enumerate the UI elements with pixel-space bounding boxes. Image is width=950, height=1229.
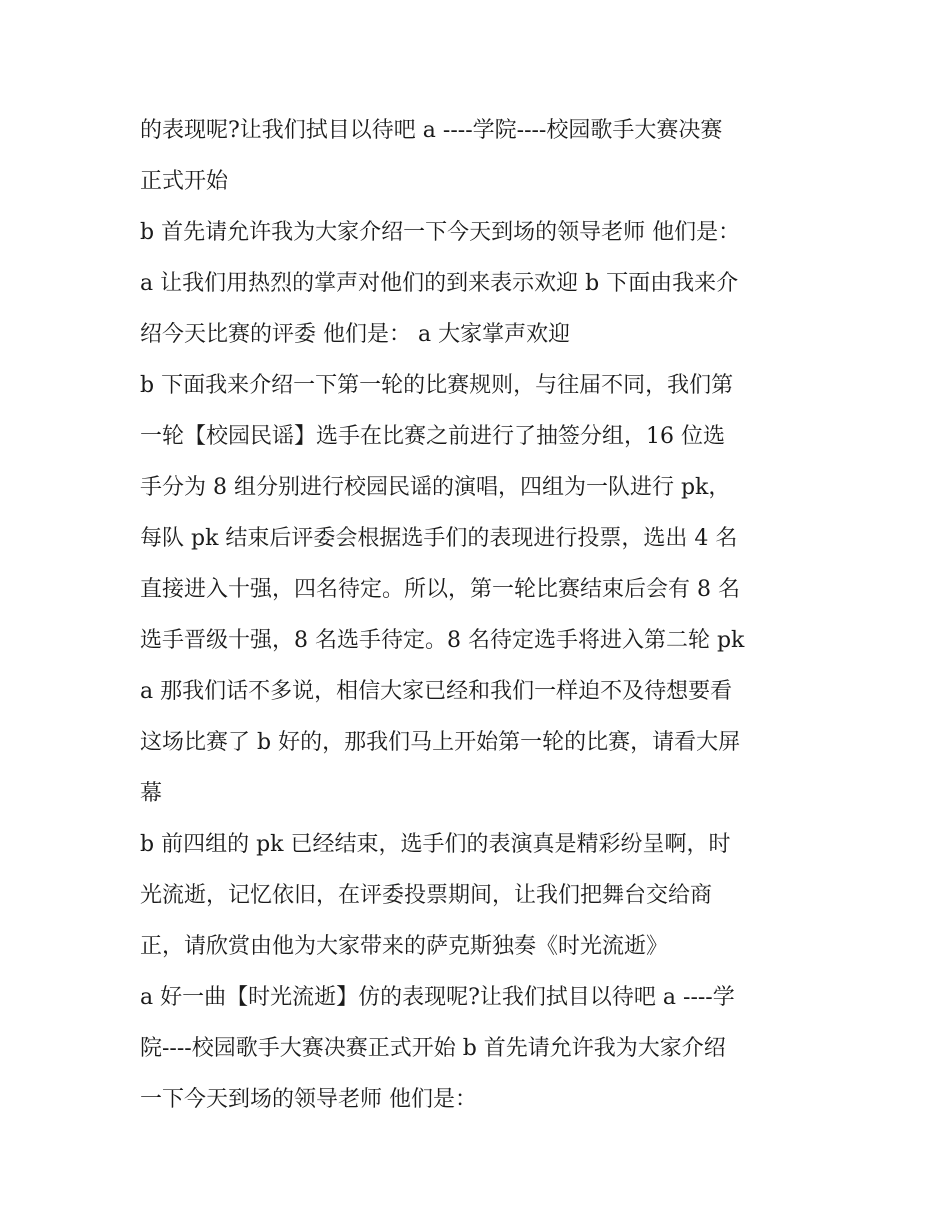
text-line: b 下面我来介绍一下第一轮的比赛规则，与往届不同，我们第 [140,373,734,398]
text-line: a 好一曲【时光流逝】仿的表现呢?让我们拭目以待吧 a ----学 [140,985,735,1010]
document-body [140,108,830,1128]
text-line: 手分为 8 组分别进行校园民谣的演唱，四组为一队进行 pk， [140,475,731,500]
text-line: 正，请欣赏由他为大家带来的萨克斯独奏《时光流逝》 [140,934,669,959]
text-line: 绍今天比赛的评委 他们是： a 大家掌声欢迎 [140,322,571,347]
text-line: a 让我们用热烈的掌声对他们的到来表示欢迎 b 下面由我来介 [140,271,739,296]
text-line: 直接进入十强，四名待定。所以，第一轮比赛结束后会有 8 名 [140,577,740,602]
text-line: 一下今天到场的领导老师 他们是： [140,1087,477,1112]
text-line: 一轮【校园民谣】选手在比赛之前进行了抽签分组，16 位选 [140,424,725,449]
text-line: 正式开始 [140,169,229,194]
text-line: 这场比赛了 b 好的，那我们马上开始第一轮的比赛，请看大屏 [140,730,741,755]
text-line: b 首先请允许我为大家介绍一下今天到场的领导老师 他们是： [140,220,741,245]
text-line: b 前四组的 pk 已经结束，选手们的表演真是精彩纷呈啊，时 [140,832,731,857]
text-line: a 那我们话不多说，相信大家已经和我们一样迫不及待想要看 [140,679,733,704]
text-line: 选手晋级十强，8 名选手待定。8 名待定选手将进入第二轮 pk [140,628,745,653]
text-line: 的表现呢?让我们拭目以待吧 a ----学院----校园歌手大赛决赛 [140,118,723,143]
text-line: 每队 pk 结束后评委会根据选手们的表现进行投票，选出 4 名 [140,526,738,551]
text-line: 院----校园歌手大赛决赛正式开始 b 首先请允许我为大家介绍 [140,1036,726,1061]
text-line: 幕 [140,781,163,806]
text-line: 光流逝，记忆依旧，在评委投票期间，让我们把舞台交给商 [140,883,713,908]
